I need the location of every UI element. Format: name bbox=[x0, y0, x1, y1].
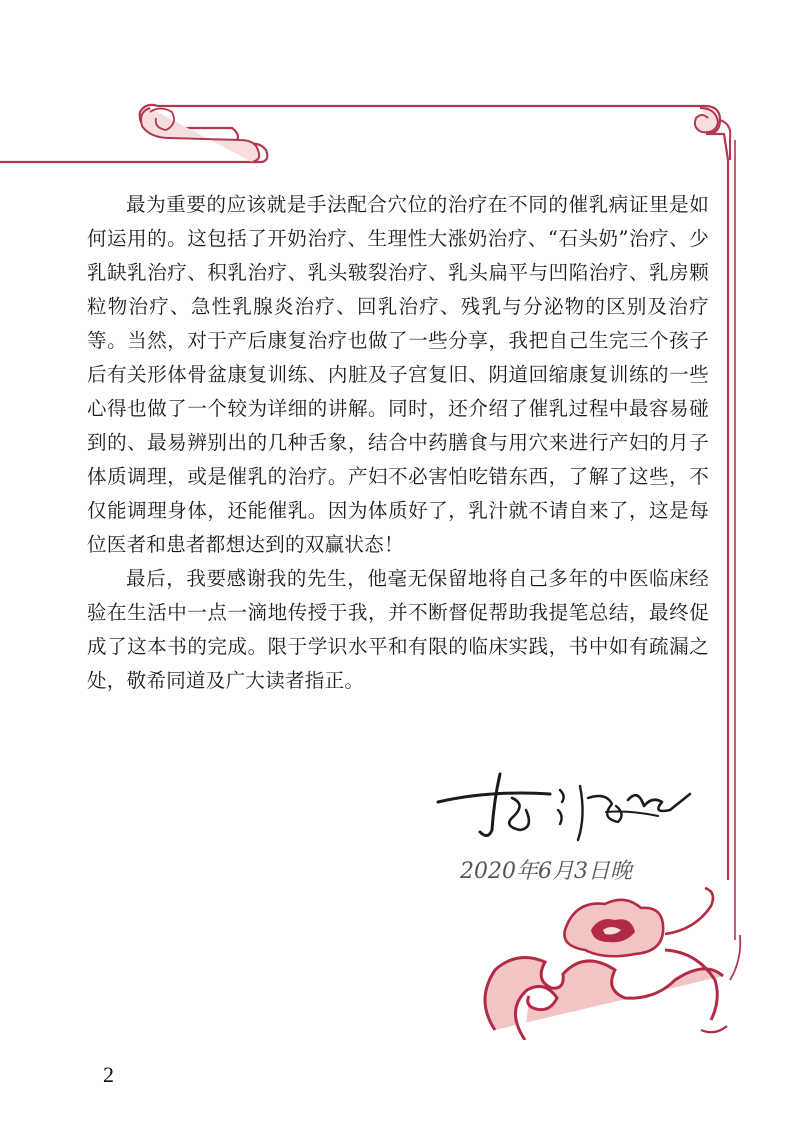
auspicious-cloud-ornament bbox=[465, 880, 735, 1040]
paragraph: 最后，我要感谢我的先生，他毫无保留地将自己多年的中医临床经验在生活中一点一滴地传授于我，并不断督促帮助我提笔总结，最终促成了这本书的完成。限于学识水平和有限的临床实践，书中如有疏漏之处，敬希同道及广大读者指正。 bbox=[87, 567, 709, 692]
page-number: 2 bbox=[103, 1062, 114, 1087]
body-text bbox=[87, 188, 709, 698]
paragraph: 最为重要的应该就是手法配合穴位的治疗在不同的催乳病证里是如何运用的。这包括了开奶治疗、生理性大涨奶治疗、“石头奶”治疗、少乳缺乳治疗、积乳治疗、乳头皲裂治疗、乳头扁平与凹陷治疗、乳房颗粒物治疗、急性乳腺炎治疗、回乳治疗、残乳与分泌物的区别及治疗等。当然，对于产后康复治疗也做了一些分享，我把自己生完三个孩子后有关形体骨盆康复训练、内脏及子宫复旧、阴道回缩康复训练的一些心得也做了一个较为详细的讲解。同时，还介绍了催乳过程中最容易碰到的、最易辨别出的几种舌象，结合中药膳食与用穴来进行产妇的月子体质调理，或是催乳的治疗。产妇不必害怕吃错东西，了解了这些，不仅能调理身体，还能催乳。因为体质好了，乳汁就不请自来了，这是每位医者和患者都想达到的双赢状态！ bbox=[87, 193, 709, 556]
signature-date: 2020年6月3日晚 bbox=[460, 859, 632, 884]
handwritten-signature bbox=[430, 770, 700, 890]
